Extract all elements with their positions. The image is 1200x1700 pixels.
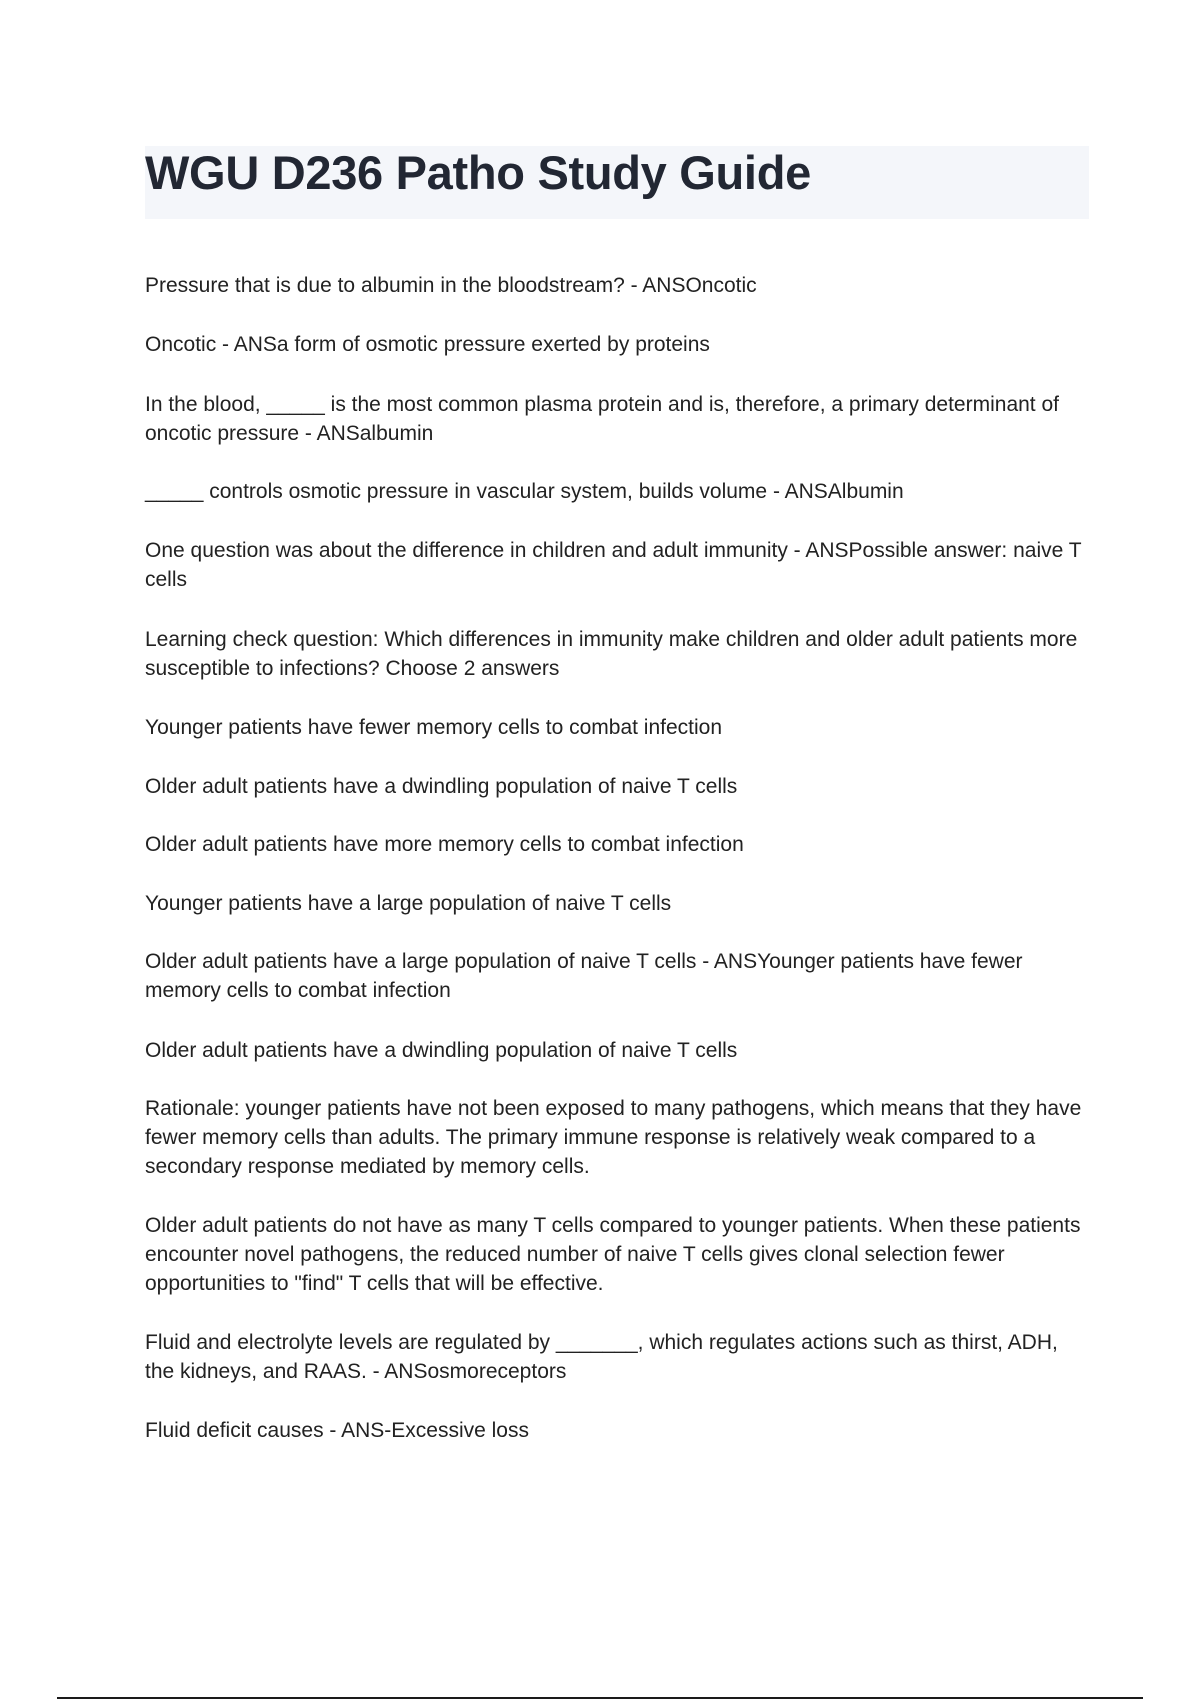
paragraph: Rationale: younger patients have not been exposed to many pathogens, which means that they have fewer memory cells than adults. The primary immune response is relatively weak compared to a secondary response mediated by memory cells. [145, 1097, 1082, 1178]
paragraph: Older adult patients have more memory cells to combat infection [145, 833, 744, 856]
paragraph: Learning check question: Which differences in immunity make children and older adult patients more susceptible to infections? Choose 2 answers [145, 628, 1078, 680]
paragraph: Younger patients have fewer memory cells to combat infection [145, 716, 723, 739]
paragraph: Older adult patients do not have as many T cells compared to younger patients. When these patients encounter novel pathogens, the reduced number of naive T cells gives clonal selection fewer opportunities to "find" T cells that will be effective. [145, 1214, 1081, 1295]
paragraph: Older adult patients have a dwindling population of naive T cells [145, 1039, 738, 1062]
paragraph: Oncotic - ANSa form of osmotic pressure exerted by proteins [145, 333, 710, 356]
paragraph: Younger patients have a large population of naive T cells [145, 892, 672, 915]
paragraph: Older adult patients have a large population of naive T cells - ANSYounger patients have fewer memory cells to combat infection [145, 950, 1023, 1002]
paragraph: Pressure that is due to albumin in the bloodstream? - ANSOncotic [145, 274, 757, 297]
paragraph: Fluid deficit causes - ANS-Excessive loss [145, 1419, 529, 1442]
paragraph: Older adult patients have a dwindling population of naive T cells [145, 775, 738, 798]
paragraph: _____ controls osmotic pressure in vascular system, builds volume - ANSAlbumin [145, 480, 904, 503]
footer-divider [57, 1697, 1143, 1699]
paragraph: In the blood, _____ is the most common plasma protein and is, therefore, a primary determinant of oncotic pressure - ANSalbumin [145, 393, 1059, 445]
paragraph: Fluid and electrolyte levels are regulated by _______, which regulates actions such as thirst, ADH, the kidneys, and RAAS. - ANSosmoreceptors [145, 1331, 1058, 1383]
paragraph: One question was about the difference in children and adult immunity - ANSPossible answer: naive T cells [145, 539, 1082, 591]
document-title: WGU D236 Patho Study Guide [145, 146, 811, 199]
